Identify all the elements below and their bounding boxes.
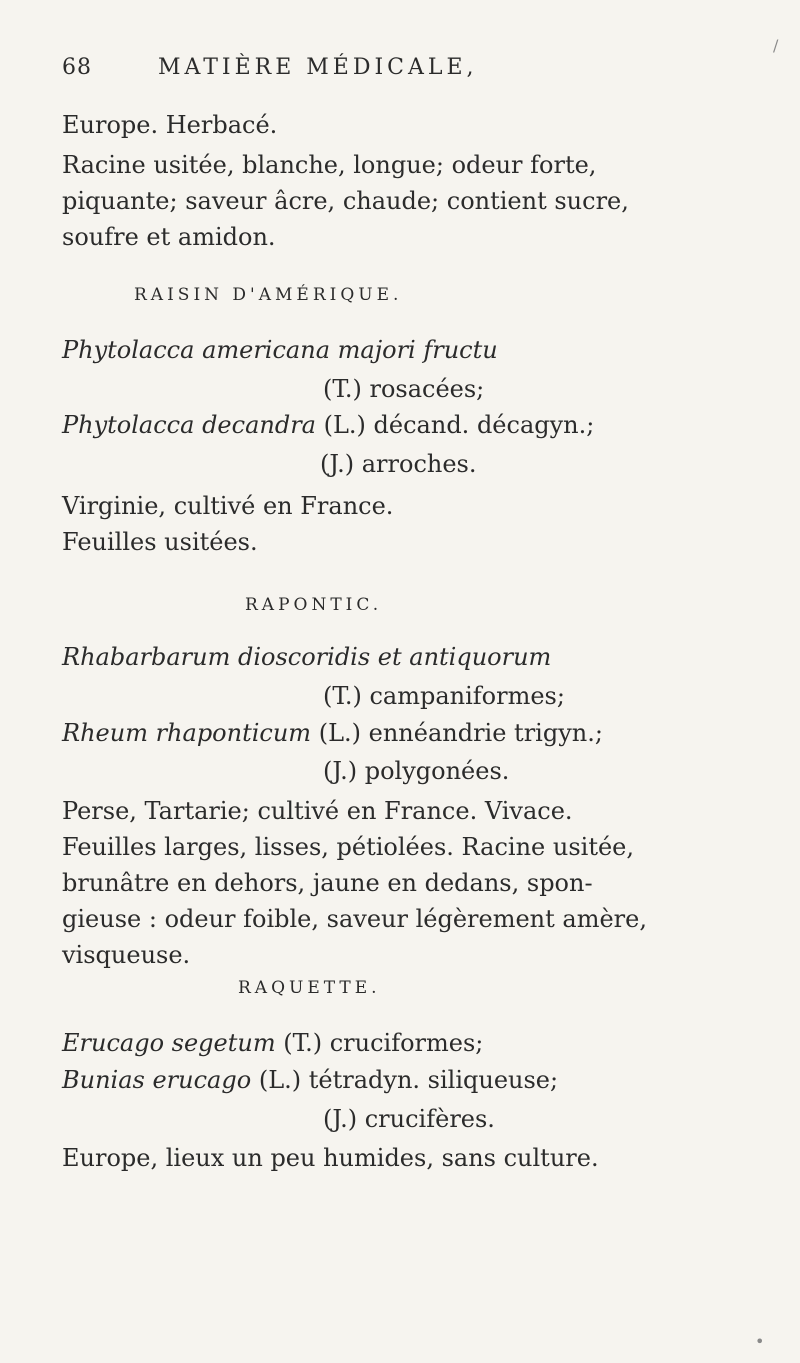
text-line: soufre et amidon.: [62, 223, 276, 251]
text-line: gieuse : odeur foible, saveur légèrement amère,: [62, 905, 647, 933]
text-line: [62, 718, 603, 748]
text-line: (T.) rosacées;: [323, 375, 485, 403]
text-line: (J.) arroches.: [320, 450, 477, 478]
text-line: piquante; saveur âcre, chaude; contient sucre,: [62, 187, 629, 215]
classification: (T.) cruciformes;: [283, 1029, 484, 1057]
text-line: brunâtre en dehors, jaune en dedans, spon-: [62, 869, 593, 897]
text-line: Virginie, cultivé en France.: [62, 492, 394, 520]
page-number: 68: [62, 55, 92, 80]
section-title: RAISIN D'AMÉRIQUE.: [134, 285, 403, 305]
latin-name: Phytolacca americana majori fructu: [62, 336, 498, 364]
running-title: MATIÈRE MÉDICALE,: [158, 55, 478, 80]
print-speck: /: [773, 36, 779, 55]
text-line: [62, 1065, 558, 1095]
text-line: (J.) crucifères.: [323, 1105, 495, 1133]
text-line: [62, 1028, 483, 1058]
text-line: Feuilles usitées.: [62, 528, 258, 556]
latin-name: Rheum rhaponticum: [62, 719, 312, 747]
text-line: Feuilles larges, lisses, pétiolées. Racine usitée,: [62, 833, 634, 861]
text-line: Racine usitée, blanche, longue; odeur forte,: [62, 151, 597, 179]
text-line: [62, 410, 594, 440]
text-line: Perse, Tartarie; cultivé en France. Vivace.: [62, 797, 573, 825]
latin-name: Rhabarbarum dioscoridis et antiquorum: [62, 643, 552, 671]
latin-name: Phytolacca decandra: [62, 411, 316, 439]
text-line: visqueuse.: [62, 941, 191, 969]
section-title: RAQUETTE.: [238, 978, 381, 998]
classification: (L.) décand. décagyn.;: [323, 411, 595, 439]
latin-name: Bunias erucago: [62, 1066, 252, 1094]
classification: (L.) tétradyn. siliqueuse;: [258, 1066, 559, 1094]
text-line: Europe, lieux un peu humides, sans culture.: [62, 1144, 599, 1172]
text-line: Europe. Herbacé.: [62, 111, 278, 139]
classification: (L.) ennéandrie trigyn.;: [318, 719, 603, 747]
text-line: (J.) polygonées.: [323, 757, 510, 785]
latin-name: Erucago segetum: [62, 1029, 276, 1057]
text-line: (T.) campaniformes;: [323, 682, 565, 710]
section-title: RAPONTIC.: [245, 595, 383, 615]
print-speck: •: [755, 1332, 765, 1351]
